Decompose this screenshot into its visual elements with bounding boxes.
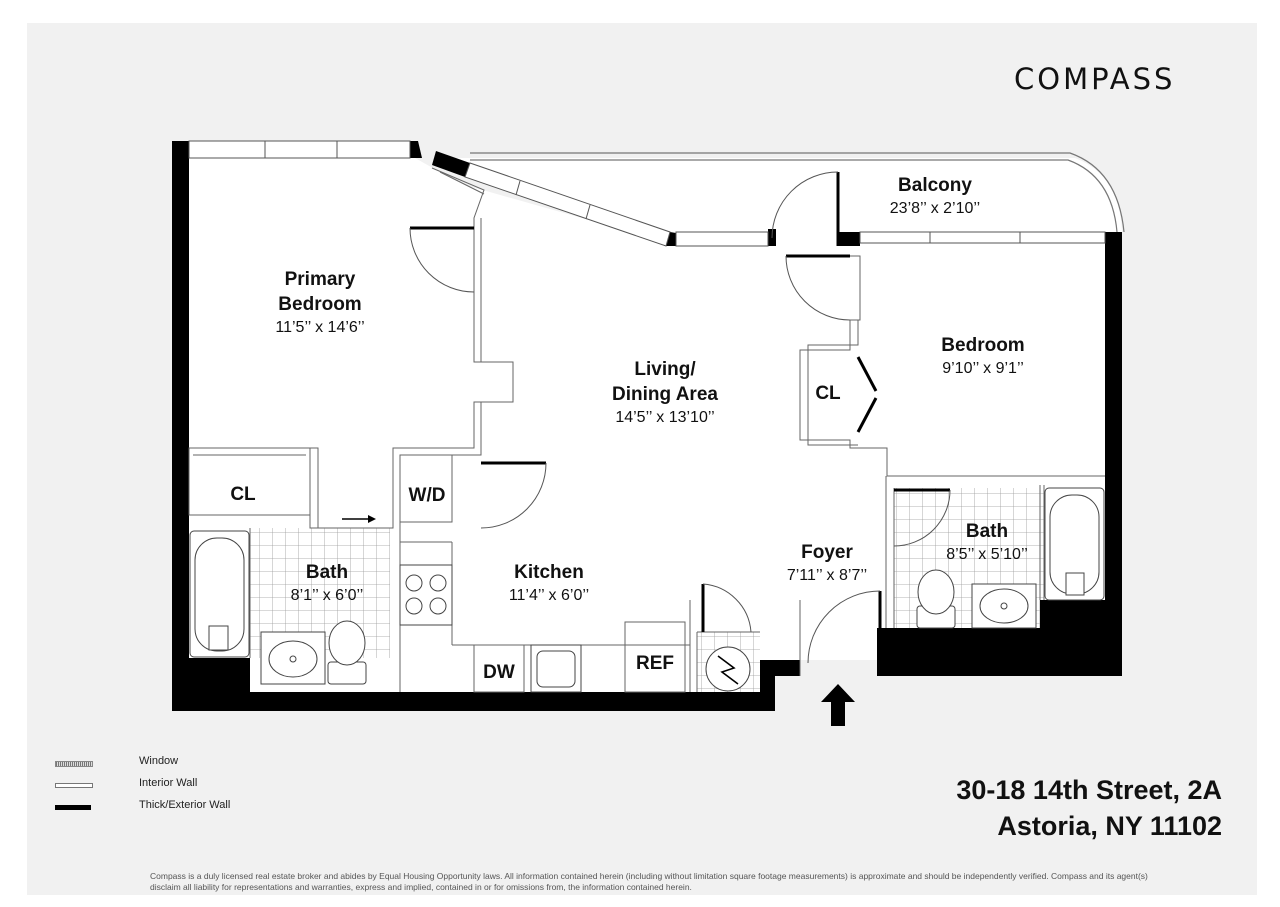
room-dims: 11’4’’ x 6’0’’ — [508, 587, 590, 604]
room-balcony — [890, 173, 980, 220]
room-dims: 7’11’’ x 8’7’’ — [786, 567, 868, 584]
legal-disclaimer: Compass is a duly licensed real estate broker and abides by Equal Housing Opportunity laws. All information contained herein (including without limitation square footage measurements) is approximate and should be independently verified. Compass and its agent(s) disclaim all liability for representations and warranties, express and implied, contained in or for omissions from, the information contained herein. — [150, 871, 1148, 892]
room-name: Balcony — [898, 175, 972, 196]
listing-address — [956, 772, 1222, 844]
room-dims: 8’1’’ x 6’0’’ — [290, 587, 364, 604]
room-dims: 23’8’’ x 2’10’’ — [889, 200, 981, 217]
legend-exterior-swatch — [55, 805, 91, 810]
room-name: Kitchen — [514, 562, 584, 583]
room-dims: 14’5’’ x 13’10’’ — [615, 409, 715, 426]
room-bath-left — [291, 560, 364, 607]
legend-label: Window — [139, 755, 179, 767]
compass-logo: COMPASS — [1014, 62, 1176, 96]
room-name: Bath — [305, 562, 349, 583]
room-name: Bedroom — [941, 335, 1025, 356]
closet-label-left: CL — [230, 484, 256, 505]
room-bath-right — [946, 519, 1028, 566]
closet-label-right: CL — [815, 383, 841, 404]
room-name: Living/ — [634, 359, 696, 380]
room-bedroom — [941, 333, 1024, 380]
room-name: Bedroom — [278, 294, 362, 315]
legend-label: Thick/Exterior Wall — [139, 799, 231, 811]
refrigerator-label: REF — [636, 653, 674, 674]
room-foyer — [787, 540, 867, 587]
room-dims: 11’5’’ x 14’6’’ — [275, 319, 365, 336]
dishwasher-label: DW — [483, 662, 515, 683]
room-dims: 9’10’’ x 9’1’’ — [942, 360, 1024, 377]
address-line-2: Astoria, NY 11102 — [997, 811, 1222, 841]
washer-dryer-label: W/D — [408, 485, 446, 506]
legend-label: Interior Wall — [139, 777, 198, 789]
room-kitchen — [509, 560, 589, 607]
room-primary-bedroom — [275, 267, 364, 339]
entry-arrow — [821, 684, 855, 726]
room-living-dining — [612, 357, 718, 429]
room-dims: 8’5’’ x 5’10’’ — [946, 546, 1028, 563]
legend-window-swatch — [55, 761, 93, 767]
room-name: Foyer — [801, 542, 853, 563]
address-line-1: 30-18 14th Street, 2A — [956, 775, 1222, 805]
room-name: Dining Area — [612, 384, 718, 405]
room-name: Bath — [965, 521, 1009, 542]
legend-interior-swatch — [55, 783, 93, 788]
room-name: Primary — [284, 269, 356, 290]
